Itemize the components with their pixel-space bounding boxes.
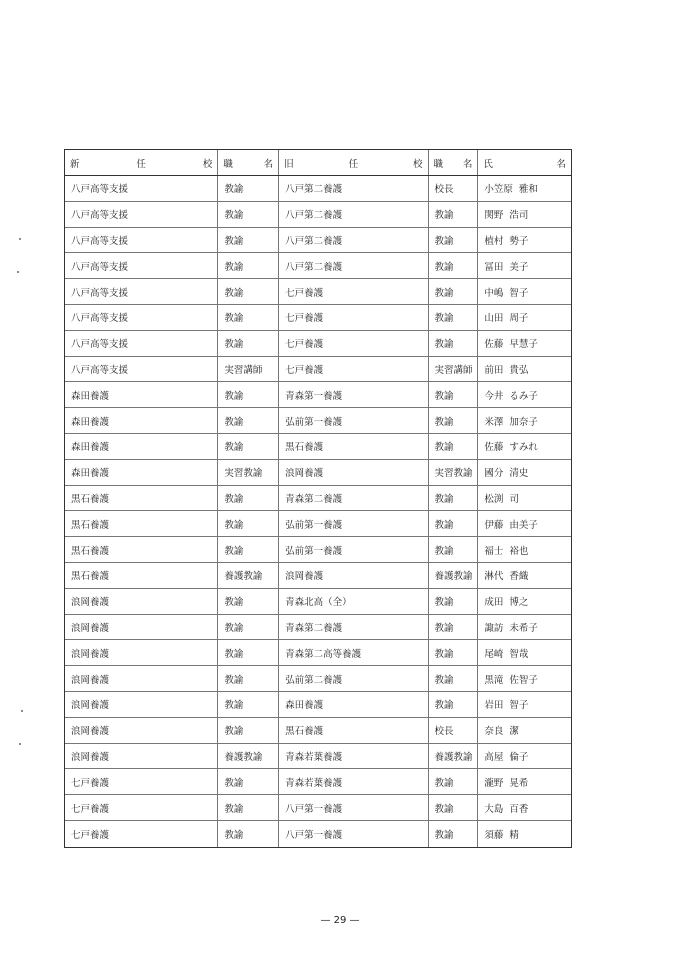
new-school-cell: 八戸高等支援 [65, 279, 218, 304]
old-title-cell: 校長 [429, 718, 479, 743]
surname: 関野 [484, 210, 504, 222]
new-title-cell: 養護教諭 [218, 563, 279, 588]
given-name: 智子 [509, 287, 529, 299]
name-cell [478, 176, 571, 201]
new-title-cell: 教諭 [218, 511, 279, 536]
surname: 米澤 [484, 416, 504, 428]
old-title-cell: 教諭 [429, 511, 479, 536]
table-row [65, 253, 571, 279]
surname: 諏訪 [484, 622, 504, 634]
given-name: 百香 [509, 803, 529, 815]
header-new-school [65, 150, 218, 175]
old-school-cell: 黒石養護 [279, 718, 428, 743]
table-row [65, 305, 571, 331]
table-row [65, 382, 571, 408]
given-name: 智子 [509, 700, 529, 712]
table-row [65, 563, 571, 589]
name-cell [478, 795, 571, 820]
old-title-cell: 教諭 [429, 331, 479, 356]
surname: 尾崎 [484, 648, 504, 660]
name-cell [478, 331, 571, 356]
new-school-cell: 森田養護 [65, 434, 218, 459]
new-title-cell: 教諭 [218, 331, 279, 356]
old-school-cell: 八戸第二養護 [279, 176, 428, 201]
new-title-cell: 教諭 [218, 795, 279, 820]
old-school-cell: 弘前第二養護 [279, 666, 428, 691]
table-row [65, 331, 571, 357]
name-cell [478, 511, 571, 536]
given-name: 清史 [509, 468, 529, 480]
old-title-cell: 養護教諭 [429, 563, 479, 588]
new-school-cell: 八戸高等支援 [65, 176, 218, 201]
new-school-cell: 黒石養護 [65, 486, 218, 511]
name-cell [478, 718, 571, 743]
old-title-cell: 教諭 [429, 692, 479, 717]
new-school-cell: 黒石養護 [65, 511, 218, 536]
old-school-cell: 青森第二養護 [279, 615, 428, 640]
table-row [65, 718, 571, 744]
header-old-title [429, 150, 479, 175]
surname: 岩田 [484, 700, 504, 712]
given-name: 博之 [509, 597, 529, 609]
surname: 成田 [484, 597, 504, 609]
scan-speck [19, 238, 21, 240]
header-text: 新 [70, 158, 80, 170]
given-name: 美子 [509, 261, 529, 273]
new-school-cell: 八戸高等支援 [65, 202, 218, 227]
table-row [65, 279, 571, 305]
given-name: 佐智子 [509, 674, 538, 686]
name-cell [478, 253, 571, 278]
given-name: 潔 [509, 726, 519, 738]
new-title-cell: 教諭 [218, 615, 279, 640]
surname: 奈良 [484, 726, 504, 738]
table-row [65, 228, 571, 254]
surname: 今井 [484, 390, 504, 402]
new-title-cell: 教諭 [218, 718, 279, 743]
new-school-cell: 七戸養護 [65, 769, 218, 794]
new-title-cell: 教諭 [218, 176, 279, 201]
new-school-cell: 浪岡養護 [65, 615, 218, 640]
surname: 伊藤 [484, 519, 504, 531]
old-school-cell: 八戸第二養護 [279, 228, 428, 253]
header-text: 任 [136, 158, 146, 170]
table-row [65, 202, 571, 228]
new-school-cell: 八戸高等支援 [65, 357, 218, 382]
new-school-cell: 浪岡養護 [65, 744, 218, 769]
given-name: 未希子 [509, 622, 538, 634]
new-title-cell: 実習講師 [218, 357, 279, 382]
new-title-cell: 教諭 [218, 228, 279, 253]
new-school-cell: 八戸高等支援 [65, 228, 218, 253]
old-school-cell: 青森北高（全） [279, 589, 428, 614]
given-name: 司 [509, 493, 519, 505]
new-title-cell: 教諭 [218, 589, 279, 614]
given-name: 浩司 [509, 210, 529, 222]
old-title-cell: 養護教諭 [429, 744, 479, 769]
surname: 松渕 [484, 493, 504, 505]
given-name: 周子 [509, 313, 529, 325]
name-cell [478, 589, 571, 614]
table-row [65, 408, 571, 434]
new-title-cell: 教諭 [218, 408, 279, 433]
old-school-cell: 八戸第二養護 [279, 253, 428, 278]
personnel-transfer-table [64, 149, 572, 848]
given-name: 雅和 [518, 184, 538, 196]
new-title-cell: 教諭 [218, 769, 279, 794]
name-cell [478, 692, 571, 717]
new-school-cell: 八戸高等支援 [65, 331, 218, 356]
surname: 山田 [484, 313, 504, 325]
new-title-cell: 教諭 [218, 279, 279, 304]
header-old-school [279, 150, 428, 175]
old-school-cell: 青森第二養護 [279, 486, 428, 511]
header-name [478, 150, 571, 175]
old-title-cell: 教諭 [429, 795, 479, 820]
header-text: 任 [348, 158, 359, 170]
new-title-cell: 教諭 [218, 486, 279, 511]
table-row [65, 589, 571, 615]
table-row [65, 744, 571, 770]
header-text: 職 [223, 158, 233, 170]
surname: 前田 [484, 364, 504, 376]
old-title-cell: 教諭 [429, 228, 479, 253]
table-row [65, 486, 571, 512]
new-title-cell: 教諭 [218, 821, 279, 847]
name-cell [478, 434, 571, 459]
old-title-cell: 教諭 [429, 305, 479, 330]
surname: 佐藤 [484, 442, 504, 454]
old-title-cell: 教諭 [429, 666, 479, 691]
name-cell [478, 305, 571, 330]
header-text: 名 [462, 158, 473, 170]
new-title-cell: 教諭 [218, 537, 279, 562]
new-school-cell: 浪岡養護 [65, 640, 218, 665]
surname: 淋代 [484, 571, 504, 583]
old-school-cell: 七戸養護 [279, 331, 428, 356]
old-school-cell: 八戸第一養護 [279, 821, 428, 847]
old-school-cell: 八戸第二養護 [279, 202, 428, 227]
name-cell [478, 202, 571, 227]
old-title-cell: 教諭 [429, 486, 479, 511]
new-title-cell: 教諭 [218, 640, 279, 665]
old-school-cell: 浪岡養護 [279, 563, 428, 588]
name-cell [478, 769, 571, 794]
new-school-cell: 浪岡養護 [65, 718, 218, 743]
given-name: すみれ [509, 442, 538, 454]
table-row [65, 692, 571, 718]
given-name: 香織 [509, 571, 529, 583]
old-school-cell: 弘前第一養護 [279, 408, 428, 433]
new-title-cell: 実習教諭 [218, 460, 279, 485]
old-title-cell: 教諭 [429, 537, 479, 562]
header-text: 旧 [284, 158, 294, 170]
table-row [65, 615, 571, 641]
given-name: 勢子 [509, 235, 529, 247]
surname: 小笠原 [484, 184, 513, 196]
table-row [65, 434, 571, 460]
name-cell [478, 615, 571, 640]
table-row [65, 537, 571, 563]
old-school-cell: 浪岡養護 [279, 460, 428, 485]
surname: 佐藤 [484, 339, 504, 351]
old-title-cell: 教諭 [429, 615, 479, 640]
surname: 植村 [484, 235, 504, 247]
old-title-cell: 教諭 [429, 434, 479, 459]
surname: 須藤 [484, 829, 504, 841]
new-title-cell: 養護教諭 [218, 744, 279, 769]
header-text: 職 [433, 158, 444, 170]
given-name: 加奈子 [509, 416, 538, 428]
old-school-cell: 七戸養護 [279, 279, 428, 304]
header-text: 校 [202, 158, 213, 170]
scan-speck [17, 271, 19, 273]
new-school-cell: 浪岡養護 [65, 589, 218, 614]
new-school-cell: 八戸高等支援 [65, 253, 218, 278]
old-school-cell: 青森第二高等養護 [279, 640, 428, 665]
old-title-cell: 教諭 [429, 202, 479, 227]
table-row [65, 176, 571, 202]
old-title-cell: 実習講師 [429, 357, 479, 382]
surname: 中嶋 [484, 287, 504, 299]
name-cell [478, 408, 571, 433]
new-school-cell: 浪岡養護 [65, 666, 218, 691]
header-text: 校 [413, 158, 423, 170]
table-row [65, 769, 571, 795]
name-cell [478, 228, 571, 253]
old-school-cell: 弘前第一養護 [279, 511, 428, 536]
surname: 大島 [484, 803, 504, 815]
header-text: 名 [263, 158, 274, 170]
header-text: 名 [556, 158, 567, 170]
new-title-cell: 教諭 [218, 202, 279, 227]
table-row [65, 511, 571, 537]
new-school-cell: 森田養護 [65, 460, 218, 485]
given-name: るみ子 [509, 390, 538, 402]
name-cell [478, 821, 571, 847]
given-name: 倫子 [509, 751, 529, 763]
new-school-cell: 黒石養護 [65, 563, 218, 588]
new-school-cell: 黒石養護 [65, 537, 218, 562]
old-title-cell: 教諭 [429, 382, 479, 407]
old-school-cell: 森田養護 [279, 692, 428, 717]
surname: 冨田 [484, 261, 504, 273]
old-school-cell: 青森若葉養護 [279, 769, 428, 794]
table-row [65, 460, 571, 486]
name-cell [478, 382, 571, 407]
new-school-cell: 森田養護 [65, 382, 218, 407]
header-text: 氏 [483, 158, 493, 170]
page-number: — 29 — [320, 915, 360, 926]
old-title-cell: 校長 [429, 176, 479, 201]
old-title-cell: 実習教諭 [429, 460, 479, 485]
name-cell [478, 744, 571, 769]
surname: 瀧野 [484, 777, 504, 789]
old-school-cell: 七戸養護 [279, 357, 428, 382]
table-row [65, 640, 571, 666]
old-school-cell: 弘前第一養護 [279, 537, 428, 562]
scan-speck [19, 743, 21, 745]
new-title-cell: 教諭 [218, 434, 279, 459]
table-row [65, 795, 571, 821]
header-new-title [218, 150, 279, 175]
new-school-cell: 浪岡養護 [65, 692, 218, 717]
table-body [65, 176, 571, 847]
name-cell [478, 486, 571, 511]
surname: 福士 [484, 545, 504, 557]
surname: 國分 [484, 468, 504, 480]
old-title-cell: 教諭 [429, 821, 479, 847]
table-row [65, 821, 571, 847]
table-header [65, 150, 571, 176]
old-title-cell: 教諭 [429, 408, 479, 433]
old-school-cell: 黒石養護 [279, 434, 428, 459]
name-cell [478, 563, 571, 588]
old-title-cell: 教諭 [429, 589, 479, 614]
name-cell [478, 666, 571, 691]
given-name: 裕也 [509, 545, 529, 557]
scan-speck [21, 710, 23, 712]
surname: 黒滝 [484, 674, 504, 686]
old-school-cell: 青森若葉養護 [279, 744, 428, 769]
table-row [65, 666, 571, 692]
given-name: 精 [509, 829, 519, 841]
new-title-cell: 教諭 [218, 305, 279, 330]
name-cell [478, 460, 571, 485]
given-name: 由美子 [509, 519, 538, 531]
new-school-cell: 八戸高等支援 [65, 305, 218, 330]
old-title-cell: 教諭 [429, 769, 479, 794]
given-name: 智哉 [509, 648, 529, 660]
new-school-cell: 七戸養護 [65, 795, 218, 820]
given-name: 貴弘 [509, 364, 529, 376]
old-school-cell: 青森第一養護 [279, 382, 428, 407]
name-cell [478, 279, 571, 304]
new-school-cell: 森田養護 [65, 408, 218, 433]
old-school-cell: 七戸養護 [279, 305, 428, 330]
old-school-cell: 八戸第一養護 [279, 795, 428, 820]
name-cell [478, 640, 571, 665]
old-title-cell: 教諭 [429, 253, 479, 278]
new-title-cell: 教諭 [218, 253, 279, 278]
new-title-cell: 教諭 [218, 382, 279, 407]
name-cell [478, 537, 571, 562]
old-title-cell: 教諭 [429, 279, 479, 304]
new-title-cell: 教諭 [218, 692, 279, 717]
new-title-cell: 教諭 [218, 666, 279, 691]
new-school-cell: 七戸養護 [65, 821, 218, 847]
given-name: 早慧子 [509, 339, 538, 351]
surname: 高屋 [484, 751, 504, 763]
table-row [65, 357, 571, 383]
name-cell [478, 357, 571, 382]
old-title-cell: 教諭 [429, 640, 479, 665]
given-name: 晃希 [509, 777, 529, 789]
